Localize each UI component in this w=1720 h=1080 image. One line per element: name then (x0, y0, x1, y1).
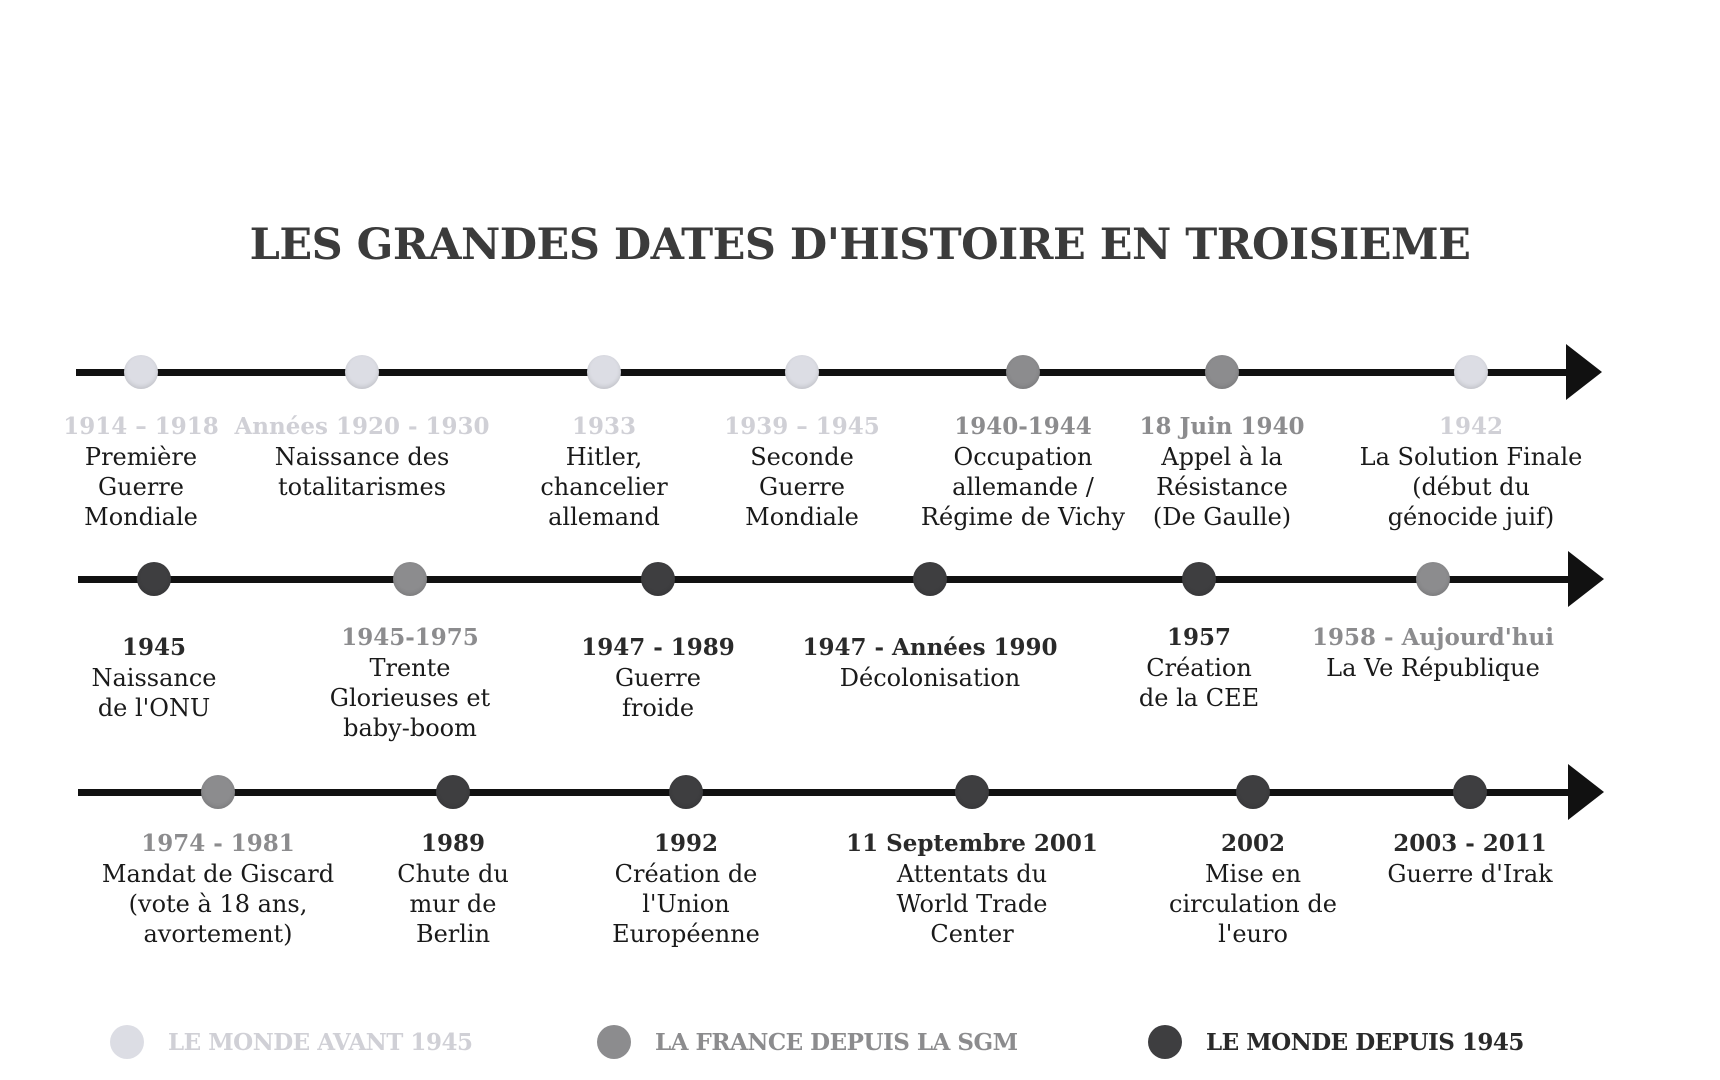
timeline-marker-france (201, 775, 235, 809)
event-date: 2002 (1220, 830, 1285, 857)
event-description: Appel à la Résistance (De Gaulle) (1152, 443, 1292, 531)
event-date: 2003 - 2011 (1393, 830, 1547, 857)
event-date: 18 Juin 1940 (1139, 413, 1305, 440)
event-description: Mandat de Giscard (vote à 18 ans, avortement) (101, 860, 335, 948)
event-date: 1933 (571, 413, 636, 440)
timeline-marker-monde (913, 562, 947, 596)
event-description: Seconde Guerre Mondiale (745, 443, 859, 531)
event-date: 1940-1944 (954, 413, 1092, 440)
event-date: 1958 - Aujourd'hui (1312, 624, 1554, 651)
event-date: 1914 – 1918 (63, 413, 219, 440)
legend-marker-icon (597, 1025, 631, 1059)
event-date: Années 1920 - 1930 (234, 413, 490, 440)
event-description: Occupation allemande / Régime de Vichy (920, 443, 1126, 531)
timeline-event (1283, 623, 1583, 683)
timeline-marker-avant1945 (587, 355, 621, 389)
event-date: 1992 (653, 830, 718, 857)
event-description: Création de l'Union Européenne (612, 860, 760, 948)
legend-label: LE MONDE DEPUIS 1945 (1206, 1028, 1524, 1056)
event-description: La Ve République (1326, 654, 1540, 682)
event-description: Première Guerre Mondiale (84, 443, 198, 531)
timeline-marker-monde (1453, 775, 1487, 809)
event-description: Décolonisation (839, 664, 1021, 692)
timeline-marker-avant1945 (1454, 355, 1488, 389)
event-description: Hitler, chancelier allemand (540, 443, 668, 531)
timeline-marker-monde (1236, 775, 1270, 809)
timeline-marker-avant1945 (345, 355, 379, 389)
timeline-marker-monde (436, 775, 470, 809)
event-date: 1945-1975 (341, 624, 479, 651)
event-date: 11 Septembre 2001 (846, 830, 1098, 857)
timeline-marker-monde (955, 775, 989, 809)
timeline-marker-monde (137, 562, 171, 596)
timeline-marker-france (393, 562, 427, 596)
event-description: Mise en circulation de l'euro (1169, 860, 1337, 948)
timeline-line-2 (78, 576, 1572, 583)
legend-marker-icon (110, 1025, 144, 1059)
legend-label: LA FRANCE DEPUIS LA SGM (655, 1028, 1018, 1056)
timeline-event (1321, 412, 1621, 532)
legend-item-avant1945 (110, 1022, 472, 1062)
timeline-event (508, 633, 808, 723)
legend-label: LE MONDE AVANT 1945 (168, 1028, 473, 1056)
event-description: Chute du mur de Berlin (397, 860, 509, 948)
event-date: 1989 (420, 830, 485, 857)
event-description: Naissance de l'ONU (91, 664, 217, 722)
event-date: 1942 (1438, 413, 1503, 440)
arrow-head-icon (1568, 764, 1604, 820)
timeline-marker-avant1945 (785, 355, 819, 389)
event-date: 1945 (121, 634, 186, 661)
timeline-event (4, 633, 304, 723)
event-description: Guerre d'Irak (1387, 860, 1553, 888)
event-date: 1947 - Années 1990 (802, 634, 1058, 661)
arrow-head-icon (1566, 344, 1602, 400)
timeline-marker-france (1205, 355, 1239, 389)
event-description: Trente Glorieuses et baby-boom (329, 654, 491, 742)
timeline-marker-monde (1182, 562, 1216, 596)
timeline-event (536, 829, 836, 949)
event-date: 1974 - 1981 (141, 830, 295, 857)
legend-item-france (597, 1022, 1018, 1062)
page-title: LES GRANDES DATES D'HISTOIRE EN TROISIEME (249, 220, 1471, 270)
timeline-marker-france (1006, 355, 1040, 389)
event-description: Attentats du World Trade Center (896, 860, 1048, 948)
event-date: 1957 (1166, 624, 1231, 651)
event-description: Guerre froide (615, 664, 701, 722)
timeline-marker-france (1416, 562, 1450, 596)
timeline-marker-monde (641, 562, 675, 596)
event-date: 1947 - 1989 (581, 634, 735, 661)
timeline-event (780, 633, 1080, 693)
arrow-head-icon (1568, 551, 1604, 607)
event-description: La Solution Finale (début du génocide juif) (1359, 443, 1583, 531)
timeline-line-1 (76, 369, 1570, 376)
timeline-event (822, 829, 1122, 949)
legend-item-monde (1148, 1022, 1524, 1062)
legend-marker-icon (1148, 1025, 1182, 1059)
event-description: Naissance des totalitarismes (274, 443, 450, 501)
event-date: 1939 – 1945 (724, 413, 880, 440)
timeline-event (1320, 829, 1620, 889)
timeline-line-3 (78, 789, 1572, 796)
timeline-marker-monde (669, 775, 703, 809)
event-description: Création de la CEE (1138, 654, 1260, 712)
timeline-marker-avant1945 (124, 355, 158, 389)
